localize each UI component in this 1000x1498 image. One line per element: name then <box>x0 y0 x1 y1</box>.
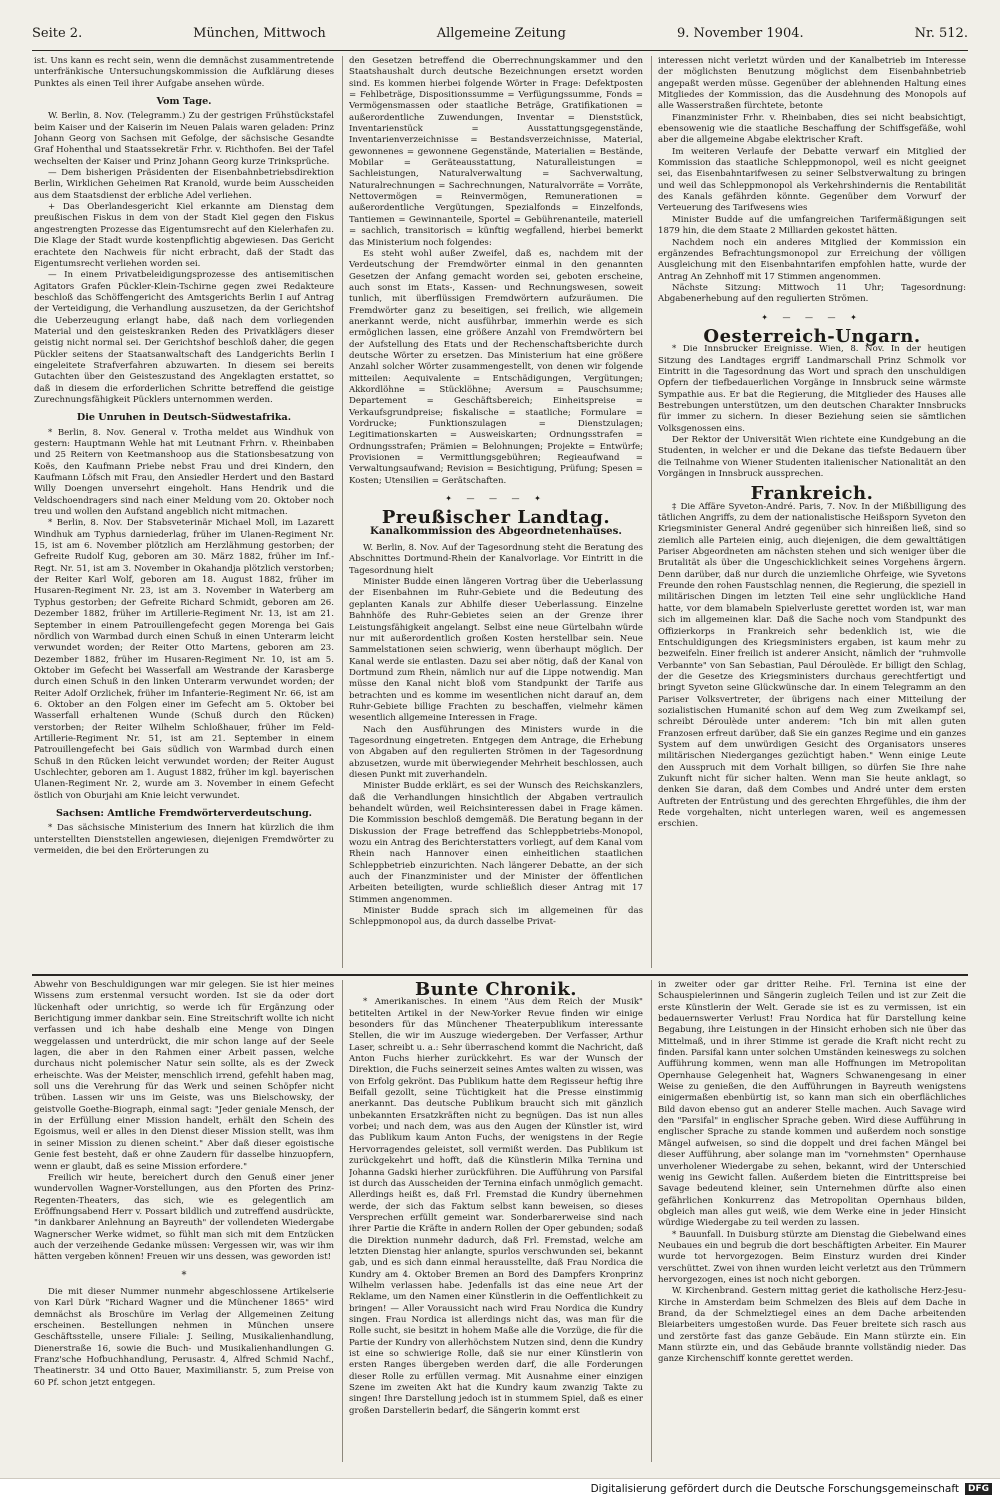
article-fremdwoerter: * Das sächsische Ministerium des Innern hat kürzlich die ihm unterstellten Dienststellen angewiesen, diejenigen Fremdwörter zu vermeiden, die bei den Erörterungen zu <box>34 823 334 857</box>
section-heading-landtag: Preußischer Landtag. <box>381 507 611 529</box>
digitization-footer <box>0 1478 1000 1498</box>
article-tagesordnung: Nach den Ausführungen des Ministers wurde in die Tagesordnung eingetreten. Entgegen dem Antrage, die Erhebung von Abgaben auf den regulierten Strömen in der Tagesordnung abzusetzen, wurde mit überwiegender Mehrheit beschlossen, auch diesen Punkt mit zuverhandeln. <box>349 724 643 780</box>
newspaper-title: Allgemeine Zeitung <box>436 26 566 41</box>
article-kirchenbrand: W. Kirchenbrand. Gestern mittag geriet die katholische Herz-Jesu-Kirche in Amsterdam beim Schmelzen des Bleis auf dem Dache in Brand, da der Schmelztiegel eines an dem Dache arbeitenden Bleiarbeiters umgestoßen wurde. Das Feuer breitete sich rasch aus und zerstörte fast das ganze Gebäude. Ein Mann stürzte ein. Ein Mann stürzte ein, und das Gebäude brannte vollständig nieder. Das ganze Kirchenschiff konnte gerettet werden. <box>658 1286 966 1365</box>
page-header <box>32 26 968 48</box>
ornament-divider: ✦ — — — ✦ <box>761 312 863 322</box>
article-antrag: Nachdem noch ein anderes Mitglied der Kommission ein ergänzendes Befrachtungsmonopol zur Erreichung der völligen Ausgleichung mit den Eisenbahntarifen empfohlen hatte, wurde der Antrag An Zehnhoff mit 17 Stimmen angenommen. <box>658 237 966 282</box>
header-rule <box>32 50 968 51</box>
article-pueckler: — In einem Privatbeleidigungsprozesse des antisemitischen Agitators Grafen Pückler-Klein-Tschirne gegen zwei Redakteure beschloß das Schöffengericht des Amtsgerichts Berlin I auf Antrag der Verteidigung, die Verhandlung auszusetzen, da der Gerichtshof die Ueberzeugung erlangt habe, daß nach dem vorliegenden Material und den geisteskranken Reden des Privatklägers dieser geistig nicht normal sei. Der Gerichtshof beschloß daher, die gegen Pückler seitens der Staatsanwaltschaft des Landgerichts Berlin I eingeleitete Strafverfahren abzuwarten. In diesem sei bereits Gutachten über den Geisteszustand des Angeklagten erstattet, so daß in diesem die erforderlichen Schritte betreffend die geistige Zurechnungsfähigkeit Pücklers unternommen werden. <box>34 270 334 405</box>
column-4 <box>34 980 334 1464</box>
article-syveton: ‡ Die Affäre Syveton-André. Paris, 7. Nov. In der Mißbilligung des tätlichen Angriffs, zu dem der nationalistische Heißsporn Syveton den Kriegsminister General André gegenüber sich hinreißen ließ, sind so ziemlich alle Parteien einig, auch diejenigen, die dem gewalttätigen Pariser Abgeordneten am nächsten stehen und sich weniger über die Brutalität als über die Ungeschicklichkeit seines Vorgehens ärgern. Denn darüber, daß nur durch die unziemliche Ohrfeige, wie Syvetons Freunde den rohen Faustschlag nennen, die Regierung, die speziell in militärischen Dingen im letzten Teil eine sehr unglückliche Hand hatte, vor dem blamabeln Spielverluste gerettet worden ist, war man sich im allgemeinen klar. Daß die Sache noch vom Standpunkt des Offizierkorps in Frankreich sehr bedenklich ist, wie die Entschuldigungen des Kriegsministers ergaben, ist kaum mehr zu bezweifeln. Einer freilich ist anderer Ansicht, nämlich der "ruhmvolle Verbannte" von San Sebastian, Paul Déroulède. Er billigt den Schlag, der die Gesetze des Kriegsministers durchaus gerechtfertigt und bringt Syveton seine Glückwünsche dar. In einem Telegramm an den Pariser Volksvertreter, der übrigens nach einer Mitteilung der sozialistischen Humanité schon auf dem Weg zum Zweikampf sei, schreibt Déroulède unter anderem: "Ich bin mit allen guten Franzosen erfreut darüber, daß Sie ein ganzes Regime und ein ganzes System auf dem unwürdigen Gesicht des Organisators unseres militärischen Niederganges gezüchtigt haben." Wenn einige Leute den Ausspruch mit dem Vorhalt billigen, so dürfen Sie Ihre nahe Zukunft nicht für sicher halten. Wenn man Sie heute anklagt, so denken Sie daran, daß dem Combes und André unter dem ersten Auftreten der Entrüstung und des gerechten Ehrgefühles, die ihm der Rede vorgehalten, nicht unterlegen waren, weil es angemessen erschien. <box>658 501 966 830</box>
article-schleppmonopol-cont: interessen nicht verletzt würden und der Kanalbetrieb im Interesse der möglichsten Benutzung möglichst dem Eisenbahnbetrieb angepaßt werden müsse. Gegenüber der ablehnenden Haltung eines Mitgliedes der Kommission, das die Ausdehnung des Monopols auf alle Wasserstraßen fürchtete, betonte <box>658 56 966 112</box>
subheading-kanalkommission: Kanalkommission des Abgeordnetenhauses. <box>370 524 622 537</box>
section-heading-bunte-chronik: Bunte Chronik. <box>415 980 577 1000</box>
article-fremdwoerter-cont: den Gesetzen betreffend die Oberrechnungskammer und den Staatshaushalt durch deutsche Bezeichnungen ersetzt worden sind. Es kommen hierbei folgende Wörter in Frage: Defektposten = Fehlbeträge, Dispositionssumme = Verfügungssumme, Fonds = Vermögensmassen oder staatliche Beträge, Gratifikationen = außerordentliche Zuwendungen, Inventar = Dienststück, Inventarienstück = Ausstattungsgegenstände, Inventarienverzeichnisse = Bestandsverzeichnisse, Material, gewonnenes = gewonnene Gegenstände, Materialien = Bestände, Mobilar = Geräteausstattung, Naturalleistungen = Sachleistungen, Naturalverwaltung = Sachverwaltung, Naturalrechnungen = Sachrechnungen, Naturalvorräte = Vorräte, Nettovermögen = Reinvermögen, Remunerationen = außerordentliche Vergütungen, Spezialfonds = Einzelfonds, Tantiemen = Gewinnanteile, Sportel = Gebührenanteile, materiell = sachlich, transitorisch = künftig wegfallend, hierbei bemerkt das Ministerium noch folgendes: <box>349 56 643 248</box>
place-day: München, Mittwoch <box>193 26 326 41</box>
section-heading-sachsen: Sachsen: Amtliche Fremdwörterverdeutschung. <box>55 808 313 819</box>
section-heading-vom-tage: Vom Tage. <box>156 96 212 108</box>
star-separator: * <box>181 1269 187 1281</box>
article-intro: ist. Uns kann es recht sein, wenn die demnächst zusammentretende unterfränkische Untersuchungskommission die Aufklärung dieses Punktes als einen Teil ihrer Aufgabe ansehen würde. <box>34 56 334 89</box>
article-trotha: * Berlin, 8. Nov. General v. Trotha meldet aus Windhuk von gestern: Hauptmann Wehle hat mit Leutnant Frhrn. v. Rheinbaben und 25 Reitern von Keetmanshoop aus die Stationsbesatzung von Koës, den Kaufmann Priebe nebst Frau und drei Kindern, den Kaufmann Löfsch mit Frau, den Ansiedler Herdert und den Bastard Willy Doengen unversehrt eingeholt. Hans Hendrik und die Veldschoendragers sind nach einer Meldung vom 20. Oktober noch treu und wollen den Aufstand angeblich nicht mitmachen. <box>34 427 334 518</box>
article-schleppmonopol: Minister Budde sprach sich im allgemeinen für das Schleppmonopol aus, da durch dasselbe Privat- <box>349 906 643 928</box>
article-rektor: Der Rektor der Universität Wien richtete eine Kundgebung an die Studenten, in welcher er und die Dekane das tiefste Bedauern über die Teilnahme von Wiener Studenten italienischer Nationalität an den Vorgängen in Innsbruck aussprechen. <box>658 435 966 480</box>
column-3 <box>658 56 966 970</box>
article-amerikanisches-cont: in zweiter oder gar dritter Reihe. Frl. Ternina ist eine der Schauspielerinnen und Sängerin zugleich Teilen und ist zur Zeit die erste Künstlerin der Welt. Gerade sie ist es zu vermissen, ist ein bedauernswerter Verlust! Frau Nordica hat für Darstellung keine Begabung, ihre Leistungen in der Hinsicht erhoben sich nie über das Mittelmaß, und in ihrer Stimme ist gerade die Kraft nicht recht zu finden. Parsifal kann unter solchen Umständen keineswegs zu solchen Aufführung kommen, wenn man alle Hoffnungen im Metropolitan Opernhause Gelegenheit hat, Wagners Schwanengesang in einer Weise zu genießen, die den Aufführungen in Bayreuth wenigstens einigermaßen ebenbürtig ist, so kann man sich ein oberflächliches Bild davon ebenso gut an anderer Stelle machen. Auch Savage wird den "Parsifal" in englischer Sprache geben. Wird diese Aufführung in englischer Sprache zu stande kommen und außerdem noch sonstige Mängel aufweisen, so sind die doppelt und drei fachen Mängel bei dieser Aufführung, aber solange man im "vornehmsten" Opernhause unverholener Wiedergabe zu sehen, bekannt, wird der Unterschied wenig ins Gewicht fallen. Außerdem bieten die Eintrittspreise bei Savage bedeutend kleiner, sein Unternehmen dürfte also einen gefährlichen Konkurrenz das Metropolitan Opernhaus bilden, obgleich man alles gut weiß, wie dem Werke eine in jeder Hinsicht würdige Wiedergabe zu teil werden zu lassen. <box>658 980 966 1229</box>
column-2 <box>349 56 643 970</box>
article-fremdwoerter-ministry: Es steht wohl außer Zweifel, daß es, nachdem mit der Verdeutschung der Fremdwörter einmal in den genannten Gesetzen der Anfang gemacht worden sei, geboten erscheine, auch sonst im Etats-, Kassen- und Rechnungswesen, soweit tunlich, mit überflüssigen Fremdwörtern aufzuräumen. Die Fremdwörter ganz zu beseitigen, sei freilich, wie allgemein anerkannt werde, nicht ausführbar, immerhin werde es sich ermöglichen lassen, eine größere Anzahl von Fremdwörtern bei der Aufstellung des Etats und der Rechenschaftsberichte durch deutsche Wörter zu ersetzen. Das Ministerium hat eine größere Anzahl solcher Wörter zusammengestellt, von denen wir folgende mitteilen: Aequivalente = Entschädigungen, Vergütungen; Akkordlöhne = Stücklöhne; Aversum = Pauschsumme; Departement = Geschäftsbereich; Einheitspreise = Verkaufsgrundpreise; fiskalische = staatliche; Formulare = Vordrucke; Funktionszulagen = Dienstzulagen; Legitimationskarten = Ausweiskarten; Ordnungsstrafen = Ordnungsstrafen; Prämien = Belohnungen; Projekte = Entwürfe; Provisionen = Vermittlungsgebühren; Regieaufwand = Verwaltungsaufwand; Revision = Besichtigung, Prüfung; Spesen = Kosten; Utensilien = Gerätschaften. <box>349 248 643 486</box>
article-wagner-heute: Freilich wir heute, bereichert durch den Genuß einer jener wundervollen Wagner-Vorstellungen, aus den Pforten des Prinz-Regenten-Theaters, das sich, wie es gelegentlich am Eröffnungsabend Herr v. Possart bildlich und zutreffend ausdrückte, "in dankbarer Anlehnung an Bayreuth" der vollendeten Wiedergabe Wagnerscher Werke widmet, so fühlt man sich mit dem Entzücken auch der verzeihende Gedanke müssen: Vergessen wir, was wir ihm hätten vergeben können! Freuen wir uns dessen, was geworden ist! <box>34 1172 334 1263</box>
section-rule <box>32 974 968 976</box>
column-5 <box>349 980 643 1464</box>
article-wagner-cont: Abwehr von Beschuldigungen war mir gelegen. Sie ist hier meines Wissens zum erstenmal versucht worden. Ist sie da oder dort lückenhaft oder unrichtig, so werde ich für Ergänzung oder Berichtigung immer dankbar sein. Eine Streitschrift wollte ich nicht verfassen und ich habe deshalb eine Menge von Dingen weggelassen und unterdrückt, die mir schon lange auf der Seele lagen, die aber in den Rahmen einer Arbeit passen, welche durchaus nicht polemischer Natur sein sollte, als es der Zweck erheischte. Was der Meister, menschlich irrend, gefehlt haben mag, soll uns die Verehrung für das Werk und seinen Schöpfer nicht trüben. Lassen wir uns im Geiste, was uns Bielschowsky, der geistvolle Goethe-Biograph, einmal sagt: "Jeder geniale Mensch, der in der Erfüllung einer Mission handelt, erhält den Schein des Egoismus, weil er alles in den Dienst dieser Mission stellt, was ihm in seiner Mission zu dienen scheint." Aber daß dieser egoistische Genie fest besteht, daß er ohne Zaudern für dasselbe hinzuopfern, wenn er glaubt, daß es seine Mission erfordere." <box>34 980 334 1172</box>
column-1 <box>34 56 334 970</box>
article-innsbruck: * Die Innsbrucker Ereignisse. Wien, 8. Nov. In der heutigen Sitzung des Landtages ergriff Landmarschall Prinz Schmolk vor Eintritt in die Tagesordnung das Wort und sprach den unschuldigen Opfern der tiefbedauerlichen Vorgänge in Innsbruck seine wärmste Sympathie aus. Er bat die Regierung, die Mitglieder des Hauses alle Bestrebungen unterstützen, um den deutschen Charakter Innsbrucks für immer zu sichern. In dieser Beziehung seien sie sämtlichen Volksgenossen eins. <box>658 344 966 434</box>
article-naechste-sitzung: Nächste Sitzung: Mittwoch 11 Uhr; Tagesordnung: Abgabenerhebung auf den regulierten Strömen. <box>658 282 966 305</box>
issue-date: 9. November 1904. <box>676 26 804 41</box>
article-casualties: * Berlin, 8. Nov. Der Stabsveterinär Michael Moll, im Lazarett Windhuk am Typhus darniederlag, früher im Ulanen-Regiment Nr. 15, ist am 6. November plötzlich am Herzlähmung gestorben; der Gefreite Rudolf Kug, geboren am 30. März 1882, früher im Inf.-Regt. Nr. 51, ist am 3. November in Okahandja plötzlich verstorben; der Reiter Karl Wolf, geboren am 18. August 1882, früher im Husaren-Regiment Nr. 23, ist am 3. November in Waterberg am Typhus gestorben; der Gefreite Richard Schmidt, geboren am 26. Dezember 1882, früher im Artillerie-Regiment Nr. 13, ist am 21. September in einem Patrouillengefecht gegen Morenga bei Gais nördlich von Warmbad durch einen Schuß in einen Unterarm leicht verwundet worden; der Reiter Otto Martens, geboren am 23. Dezember 1882, früher im Husaren-Regiment Nr. 10, ist am 5. Oktober im Gefecht bei Wasserfall am Westrande der Karasberge durch einen Schuß in den linken Unterarm verwundet worden; der Reiter Adolf Orzlichek, früher im Infanterie-Regiment Nr. 66, ist am 6. Oktober an den Folgen einer im Gefecht am 5. Oktober bei Wasserfall erhaltenen Wunde (Schuß durch den Rücken) verstorben; der Reiter Wilhelm Schloßhauer, früher im Feld-Artillerie-Regiment Nr. 51, ist am 21. September in einem Patrouillengefecht bei Gais südlich von Warmbad durch einen Schuß in den Rücken leicht verwundet worden; der Reiter August Uschlechter, geboren am 1. August 1882, früher im kgl. bayerischen Ulanen-Regiment Nr. 2, wurde am 3. November in einem Gefecht östlich von Oburjahi am Knie leicht verwundet. <box>34 518 334 801</box>
article-budde-tarife: Minister Budde auf die umfangreichen Tarifermäßigungen seit 1879 hin, die dem Staate 2 Milliarden gekostet hätten. <box>658 214 966 237</box>
article-berlin-telegramm: W. Berlin, 8. Nov. (Telegramm.) Zu der gestrigen Frühstückstafel beim Kaiser und der Kaiserin im Neuen Palais waren geladen: Prinz Johann Georg von Sachsen mit Gefolge, der sächsische Gesandte Graf Hohenthal und Staatssekretär Frhr. v. Richthofen. Bei der Tafel wechselten der Kaiser und Prinz Johann Georg kurze Trinksprüche. <box>34 111 334 167</box>
dfg-logo: DFG <box>965 1483 992 1495</box>
article-kanal-intro: W. Berlin, 8. Nov. Auf der Tagesordnung steht die Beratung des Abschnittes Dortmund-Rhein der Kanalvorlage. Vor Eintritt in die Tagesordnung hielt <box>349 543 643 576</box>
section-heading-oesterreich: Oesterreich-Ungarn. <box>703 325 921 347</box>
section-heading-frankreich: Frankreich. <box>750 483 874 505</box>
column-divider <box>651 980 652 1462</box>
article-amerikanisches: * Amerikanisches. In einem "Aus dem Reich der Musik" betitelten Artikel in der New-Yorker Revue finden wir einige besonders für das Münchener Theaterpublikum interessante Stellen, die wir im Auszuge wiedergeben. Der Verfasser, Arthur Laser, schreibt u. a.: Sehr überraschend kommt die Nachricht, daß Anton Fuchs hierher zurückkehrt. Es war der Wunsch der Direktion, die Fuchs seinerzeit seines Amtes walten zu wissen, was von Erfolg gekrönt. Das Publikum hatte dem Regisseur heftig ihre Beifall gezollt, seine Tüchtigkeit hat die Presse einstimmig anerkannt. Das deutsche Publikum braucht sich mit gänzlich unbekannten Ersatzkräften nicht zu begnügen. Das ist nun alles vorbei; und nach dem, was aus den Augen der Künstler ist, wird das Publikum kaum Anton Fuchs, der wenigstens in der Regie Hervorragendes geleistet, soll vermißt werden. Das Publikum ist zurückgekehrt und hofft, daß die Künstlerin Milka Ternina und Johanna Gadski hierher zurückführen. Die Aufführung von Parsifal ist durch das Ausscheiden der Ternina einfach unmöglich gemacht. Allerdings heißt es, daß Frl. Fremstad die Kundry übernehmen werde, der sich das Faktum selbst kann beweisen, so dieses Versprechen erfüllt gemeint war. Sonderbarerweise sind nach ihrer Partie die Kräfte in andern Rollen der Oper gebunden; sodaß die Direktion nunmehr dadurch, daß Frl. Fremstad, welche am letzten Dienstag hier anlangte, spurlos verschwunden sei, bekannt gab, und es sich dann einmal herausstellte, daß Frau Nordica die Kundry am 4. Oktober Bremen an Bord des Dampfers Kronprinz Wilhelm verlassen habe. Jedenfalls ist das eine neue Art der Reklame, um den Namen einer Künstlerin in die Oeffentlichkeit zu bringen! — Aller Voraussicht nach wird Frau Nordica die Kundry singen. Frau Nordica ist allerdings nicht das, was man für die Rolle sucht, sie besitzt in hohem Maße alle die Vorzüge, die für die Partie der Kundry von allerhöchstem Nutzen sind, denn die Kundry ist eine so schwierige Rolle, daß sie nur einer Künstlerin von ersten Ranges übergeben werden darf, die alle Forderungen dieser Rolle zu erfüllen vermag. Mit Ausnahme einer einzigen Szene im zweiten Akt hat die Kundry kaum zwanzig Takte zu singen! Ihre Darstellung jedoch ist in stummem Spiel, daß es einer großen Darstellerin bedarf, die Sängerin kommt erst <box>349 997 643 1416</box>
column-divider <box>342 56 343 968</box>
article-kranold: — Dem bisherigen Präsidenten der Eisenbahnbetriebsdirektion Berlin, Wirklichen Geheimen Rat Kranold, wurde beim Ausscheiden aus dem Staatsdienst der erbliche Adel verliehen. <box>34 168 334 201</box>
newspaper-page <box>22 26 978 1470</box>
column-divider <box>651 56 652 968</box>
page-number: Seite 2. <box>32 26 83 41</box>
article-budde-vortrag: Minister Budde einen längeren Vortrag über die Ueberlassung der Eisenbahnen im Ruhr-Gebiete und die Bedeutung des geplanten Kanals zur Abhilfe dieser Ueberlassung. Einzelne Bahnhöfe des Ruhr-Gebietes seien an der Grenze ihrer Leistungsfähigkeit angelangt. Selbst eine neue Gürtelbahn würde nur mit außerordentlich großen Kosten herstellbar sein. Neue Sammelstationen seien schwierig, wenn überhaupt möglich. Der Kanal werde sie entlasten. Dazu sei aber nötig, daß der Kanal von Dortmund zum Rhein, nämlich nur auf die Lippe notwendig. Man müsse den Kanal nicht bloß vom Standpunkt der Tarife aus betrachten und es komme im wesentlichen nicht darauf an, dem Ruhr-Gebiete billige Frachten zu beschaffen, vielmehr kämen wesentlich allgemeine Interessen in Frage. <box>349 577 643 724</box>
column-divider <box>342 980 343 1462</box>
article-bauunfall: * Bauunfall. In Duisburg stürzte am Dienstag die Giebelwand eines Neubaues ein und begrub die dort beschäftigten Arbeiter. Ein Maurer wurde tot hervorgezogen. Beim Einsturz wurden drei Kinder verschüttet. Zwei von ihnen wurden leicht verletzt aus den Trümmern hervorgezogen, eines ist noch nicht geborgen. <box>658 1229 966 1285</box>
section-heading-suedwestafrika: Die Unruhen in Deutsch-Südwestafrika. <box>76 412 292 424</box>
ornament-divider: ✦ — — — ✦ <box>445 494 547 504</box>
article-budde-abgaben: Minister Budde erklärt, es sei der Wunsch des Reichskanzlers, daß die Verhandlungen hinsichtlich der Abgaben vertraulich behandelt würden, weil Reichsinteressen dabei in Frage kämen. Die Kommission beschloß demgemäß. Die Beratung begann in der Diskussion der Frage betreffend das Schleppbetriebs-Monopol, wozu ein Antrag des Berichterstatters vorliegt, auf dem Kanal vom Rhein nach Hannover einen einheitlichen staatlichen Schleppbetrieb einzurichten. Nach längerer Debatte, an der sich auch der Finanzminister und der Minister der öffentlichen Arbeiten beteiligten, wurde schließlich dieser Antrag mit 17 Stimmen angenommen. <box>349 781 643 905</box>
article-rheinbaben: Finanzminister Frhr. v. Rheinbaben, dies sei nicht beabsichtigt, ebensowenig wie die staatliche Beschaffung der Schiffsgefäße, wohl aber die allgemeine Abgabe elektrischer Kraft. <box>658 112 966 146</box>
footer-credit: Digitalisierung gefördert durch die Deutsche Forschungsgemeinschaft <box>590 1482 959 1495</box>
article-broschuere-notice: Die mit dieser Nummer nunmehr abgeschlossene Artikelserie von Karl Dürk "Richard Wagner und die Münchener 1865" wird demnächst als Broschüre im Verlag der Allgemeinen Zeitung erscheinen. Bestellungen nehmen in München unsere Geschäftsstelle, unsere Filiale: J. Seiling, Musikalienhandlung, Dienerstraße 16, sowie die Buch- und Musikalienhandlungen G. Franz'sche Hofbuchhandlung, Perusastr. 4, Alfred Schmid Nachf., Theatinerstr. 34 und Otto Bauer, Maximilianstr. 5, zum Preise von 60 Pf. schon jetzt entgegen. <box>34 1286 334 1388</box>
article-debatte: Im weiteren Verlaufe der Debatte verwarf ein Mitglied der Kommission das staatliche Schleppmonopol, weil es nicht geeignet sei, das Eisenbahntarifwesen zu seiner Selbstverwaltung zu bringen und weil das Schleppmonopol als Verkehrshindernis die Rentabilität des Kanals gefährden könnte. Gegenüber dem Vorwurf der Verteuerung des Tarifwesens wies <box>658 146 966 214</box>
article-kiel: + Das Oberlandesgericht Kiel erkannte am Dienstag dem preußischen Fiskus in dem von der Stadt Kiel gegen den Fiskus angestrengten Prozesse das Eigentumsrecht auf den Kielerhafen zu. Die Klage der Stadt wurde kostenpflichtig abgewiesen. Das Gericht erachtete den Nachweis für nicht erbracht, daß der Stadt das Eigentumsrecht verliehen worden sei. <box>34 202 334 269</box>
issue-number: Nr. 512. <box>914 26 968 41</box>
column-6 <box>658 980 966 1464</box>
